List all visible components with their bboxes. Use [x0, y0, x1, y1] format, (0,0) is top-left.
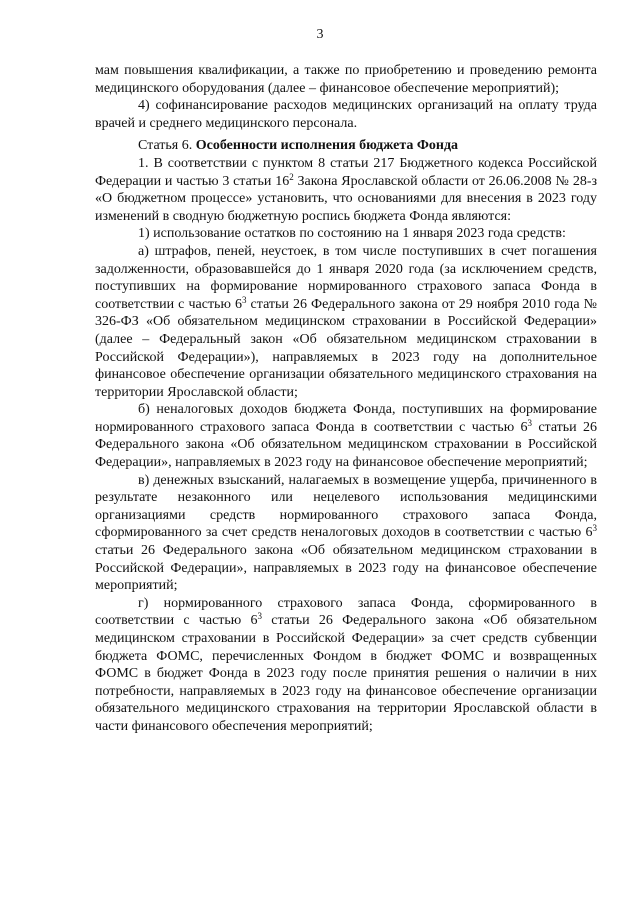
paragraph-p4 [95, 225, 597, 243]
text-segment: 1) использование остатков по состоянию на 1 января 2023 года средств: [138, 226, 566, 242]
text-segment: статьи 26 Федерального закона «Об обязательном медицинском страховании в Российской Федерации», направляемых в 2023 году на финансовое обеспечение мероприятий; [95, 543, 597, 594]
text-segment: б) неналоговых доходов бюджета Фонда, поступивших на формирование нормированного страхового запаса Фонда в соответствии с частью 6 [95, 402, 597, 435]
superscript: 2 [289, 171, 294, 182]
paragraph-p3 [95, 155, 597, 225]
paragraph-p0 [95, 62, 597, 97]
bold-text: Особенности исполнения бюджета Фонда [195, 138, 459, 154]
superscript: 3 [257, 611, 262, 622]
paragraph-p1 [95, 97, 597, 132]
paragraph-p5 [95, 243, 597, 401]
text-segment: Закона Ярославской области от 26.06.2008 № 28-з «О бюджетном процессе» установить, что основаниями для внесения в 2023 году изменений в сводную бюджетную роспись бюджета Фонда являются: [95, 173, 598, 224]
text-segment: статьи 26 Федерального закона от 29 ноября 2010 года № 326-ФЗ «Об обязательном медицинском страховании в Российской Федерации» (далее – Федеральный закон «Об обязательном медицинском страховании в Российской Федерации»), направляемых в 2023 году на дополнительное финансовое обеспечение организации обязательного медицинского страхования на территории Ярославской области; [95, 296, 597, 400]
text-segment: Статья 6. [138, 138, 196, 154]
paragraph-p6 [95, 401, 597, 471]
text-segment: статьи 26 Федерального закона «Об обязательном медицинском страховании в Российской Федерации», направляемых в 2023 году на финансовое обеспечение мероприятий; [95, 419, 597, 471]
text-segment: а) штрафов, пеней, неустоек, в том числе поступивших в счет погашения задолженности, образовавшейся до 1 января 2020 года (за исключением средств, поступивших на формирование нормированного страхового запаса Фонда в соответствии с частью 6 [95, 243, 597, 312]
text-segment: в) денежных взысканий, налагаемых в возмещение ущерба, причиненного в результате незаконного или нецелевого использования медицинскими организациями средств нормированного страхового запаса Фонда, сформированного за счет средств неналоговых доходов в соответствии с частью 6 [95, 472, 597, 541]
text-segment: статьи 26 Федерального закона «Об обязательном медицинском страховании в Российской Федерации» за счет средств субвенции бюджета ФОМС, перечисленных Фондом в бюджет ФОМС и возвращенных ФОМС в бюджет Фонда в 2023 году после принятия решения о наличии в них потребности, направляемых в 2023 году на финансовое обеспечение организации обязательного медицинского страхования на территории Ярославской области в части финансового обеспечения мероприятий; [95, 613, 598, 734]
page-number: 3 [316, 27, 324, 42]
text-segment: мам повышения квалификации, а также по приобретению и проведению ремонта медицинского оборудования (далее – финансовое обеспечение мероприятий); [95, 63, 597, 96]
paragraph-p8 [95, 595, 597, 736]
text-segment: 4) софинансирование расходов медицинских организаций на оплату труда врачей и среднего медицинского персонала. [95, 98, 597, 131]
document-body [95, 62, 597, 736]
text-segment: г) нормированного страхового запаса Фонда, сформированного в соответствии с частью 6 [95, 595, 597, 629]
paragraph-p7 [95, 472, 597, 595]
text-segment: 1. В соответствии с пунктом 8 статьи 217 Бюджетного кодекса Российской Федерации и частью 3 статьи 16 [95, 155, 597, 189]
paragraph-p2 [95, 137, 597, 155]
superscript: 3 [527, 417, 532, 428]
superscript: 3 [592, 523, 597, 534]
superscript: 3 [241, 294, 247, 305]
